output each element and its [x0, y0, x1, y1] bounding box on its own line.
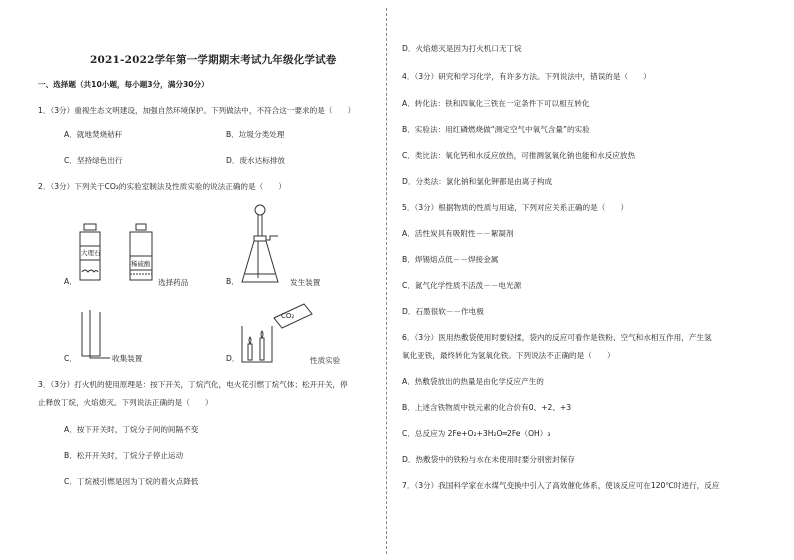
- column-divider: [386, 8, 387, 554]
- q1-option-b: B．垃圾分类处理: [226, 130, 285, 139]
- acid-jar: [130, 224, 152, 280]
- q6-option-b: B．上述含铁物质中铁元素的化合价有0、+2、+3: [402, 403, 572, 412]
- q2-option-b-letter: B．: [226, 277, 239, 286]
- q6-option-a: A．热敷袋放出的热量是由化学反应产生的: [402, 377, 544, 386]
- q5-option-d: D．石墨很软－－作电极: [402, 307, 484, 316]
- q3-option-c: C．丁烷被引燃是因为丁烷的着火点降低: [64, 477, 199, 486]
- q4-option-b: B．实验法：用红磷燃烧做“测定空气中氧气含量”的实验: [402, 125, 590, 134]
- q4-option-c: C．类比法：氧化钙和水反应放热，可推测氢氧化钠也能和水反应放热: [402, 151, 636, 160]
- q7-stem: 7．（3分）我国科学家在水煤气变换中引入了高效催化体系，使该反应可在120℃时进行，反应: [402, 481, 720, 490]
- candle-beaker-figure: [238, 300, 318, 366]
- q4-stem: 4．（3分）研究和学习化学，有许多方法。下列说法中，错误的是（ ）: [402, 72, 651, 81]
- q5-option-c: C．氮气化学性质不活泼－－电光源: [402, 281, 522, 290]
- q3-stem-line1: 3．（3分）打火机的使用原理是：按下开关，丁烷汽化，电火花引燃丁烷气体；松开开关，停: [38, 380, 348, 389]
- q6-stem-line2: 氧化亚铁，最终转化为氢氧化铁。下列说法不正确的是（ ）: [402, 351, 615, 360]
- q4-option-a: A．转化法：铁和四氧化三铁在一定条件下可以相互转化: [402, 99, 590, 108]
- q2-option-d-caption: 性质实验: [310, 356, 341, 365]
- q3-stem-line2: 止释放丁烷，火焰熄灭。下列说法正确的是（ ）: [38, 398, 213, 407]
- q3-option-d: D．火焰熄灭是因为打火机口无丁烷: [402, 44, 522, 53]
- co2-label: CO₂: [281, 312, 295, 320]
- q5-stem: 5．（3分）根据物质的性质与用途，下列对应关系正确的是（ ）: [402, 203, 629, 212]
- q6-option-d: D．热敷袋中的铁粉与水在未使用时要分别密封保存: [402, 455, 575, 464]
- q5-option-b: B．焊锡熔点低－－焊接金属: [402, 255, 499, 264]
- q4-option-d: D．分类法：氯化钠和氯化钾都是由离子构成: [402, 177, 553, 186]
- q2-option-a-letter: A．: [64, 277, 77, 286]
- q6-option-c: C．总反应为 2Fe+O₂+3H₂O═2Fe（OH）₃: [402, 429, 551, 438]
- section-heading: 一、选择题（共10小题，每小题3分，满分30分）: [38, 80, 209, 89]
- q2-option-d-letter: D．: [226, 354, 240, 363]
- q5-option-a: A．活性炭具有吸附性－－絮凝剂: [402, 229, 514, 238]
- q2-option-c-letter: C．: [64, 354, 77, 363]
- q1-option-c: C．坚持绿色出行: [64, 156, 123, 165]
- q2-option-c-caption: 收集装置: [112, 354, 143, 363]
- exam-title: 2021-2022学年第一学期期末考试九年级化学试卷: [90, 54, 337, 66]
- collection-bottle-figure: [76, 308, 116, 364]
- q2-option-b-caption: 发生装置: [290, 278, 321, 287]
- q2-stem: 2．（3分）下列关于CO₂的实验室制法及性质实验的说法正确的是（ ）: [38, 182, 286, 191]
- q1-option-a: A．就地焚烧秸秆: [64, 130, 123, 139]
- generator-flask-figure: [236, 200, 286, 290]
- q6-stem-line1: 6．（3分）医用热敷袋使用时要轻揉，袋内的反应可看作是铁粉、空气和水相互作用，产生氢: [402, 333, 712, 342]
- q1-option-d: D．废水达标排放: [226, 156, 286, 165]
- q3-option-b: B．松开开关时，丁烷分子停止运动: [64, 451, 184, 460]
- q2-option-a-caption: 选择药品: [158, 278, 189, 287]
- acid-jar-label: 稀硫酸: [131, 260, 151, 268]
- q1-stem: 1．（3分）重视生态文明建设，加强自然环境保护。下列做法中，不符合这一要求的是（ ）: [38, 106, 356, 115]
- marble-jar-label: 大理石: [81, 249, 101, 257]
- q3-option-a: A．按下开关时，丁烷分子间的间隔不变: [64, 425, 199, 434]
